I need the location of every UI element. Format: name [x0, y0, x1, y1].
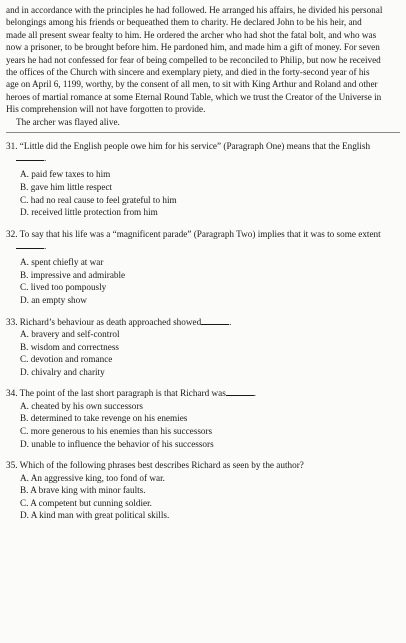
question-stem-continuation: . [6, 152, 400, 164]
question-33 [6, 316, 400, 379]
answer-option[interactable]: A. An aggressive king, too fond of war. [20, 472, 165, 483]
answer-option[interactable]: B. gave him little respect [20, 182, 113, 193]
answer-blank[interactable] [201, 316, 229, 325]
answer-option[interactable]: D. an empty show [20, 295, 87, 306]
question-stem: 34. The point of the last short paragraph is that Richard was . [6, 388, 257, 399]
passage-text [6, 0, 400, 128]
passage-closing-line: The archer was flayed alive. [16, 116, 120, 127]
question-stem: 31. “Little did the English people owe him for his service” (Paragraph One) means that the English [6, 141, 371, 152]
passage-line: heroes of martial romance at some Eternal Round Table, which we trust the Creator of the Universe in [6, 91, 382, 102]
answer-option[interactable]: D. received little protection from him [20, 207, 158, 218]
passage-line: now a prisoner, to be brought before him. He pardoned him, and made him a gift of money. For seven [6, 42, 380, 53]
answer-option[interactable]: C. devotion and romance [20, 354, 113, 365]
passage-line: years he had not confessed for fear of being compelled to be reconciled to Philip, but now he received [6, 54, 381, 65]
answer-option[interactable]: A. paid few taxes to him [20, 169, 111, 180]
question-31 [6, 140, 400, 219]
answer-option[interactable]: B. impressive and admirable [20, 269, 126, 280]
passage-line: the offices of the Church with sincere and exemplary piety, and died in the forty-second year of his [6, 67, 370, 78]
question-stem: 33. Richard’s behaviour as death approached showed . [6, 316, 232, 327]
passage-line: and in accordance with the principles he had followed. He arranged his affairs, he divided his personal [6, 5, 383, 15]
question-stem-continuation: . [6, 240, 400, 252]
answer-option[interactable]: B. wisdom and correctness [20, 341, 119, 352]
answer-blank[interactable] [16, 240, 44, 249]
answer-option[interactable]: C. lived too pompously [20, 282, 107, 293]
answer-option[interactable]: C. A competent but cunning soldier. [20, 497, 152, 508]
passage-line: made all present swear fealty to him. He ordered the archer who had shot the fatal bolt, and who was [6, 29, 377, 40]
passage-line: age on April 6, 1199, worthy, by the consent of all men, to sit with King Arthur and Roland and other [6, 79, 378, 90]
answer-option[interactable]: A. spent chiefly at war [20, 257, 104, 268]
question-35 [6, 459, 400, 522]
answer-option[interactable]: B. A brave king with minor faults. [20, 485, 146, 496]
answer-option[interactable]: D. unable to influence the behavior of his successors [20, 438, 214, 449]
answer-option[interactable]: C. more generous to his enemies than his successors [20, 426, 213, 436]
answer-option[interactable]: A. cheated by his own successors [20, 400, 143, 411]
answer-option[interactable]: D. A kind man with great political skills. [20, 510, 170, 521]
answer-option[interactable]: C. had no real cause to feel grateful to him [20, 194, 177, 205]
answer-blank[interactable] [16, 152, 44, 161]
question-32 [6, 228, 400, 307]
answer-option[interactable]: B. determined to take revenge on his enemies [20, 413, 188, 424]
answer-option[interactable]: D. chivalry and charity [20, 366, 105, 377]
section-divider [6, 132, 400, 133]
question-stem: 32. To say that his life was a “magnificent parade” (Paragraph Two) implies that it was to some extent [6, 228, 381, 239]
passage-line: His comprehension will not have forgotten to provide. [6, 104, 206, 115]
question-34 [6, 387, 400, 450]
question-stem: 35. Which of the following phrases best describes Richard as seen by the author? [6, 460, 304, 471]
answer-blank[interactable] [226, 387, 254, 396]
passage-line: belongings among his friends or bequeathed them to charity. He declared John to be his heir, and [6, 17, 362, 28]
answer-option[interactable]: A. bravery and self-control [20, 329, 120, 340]
